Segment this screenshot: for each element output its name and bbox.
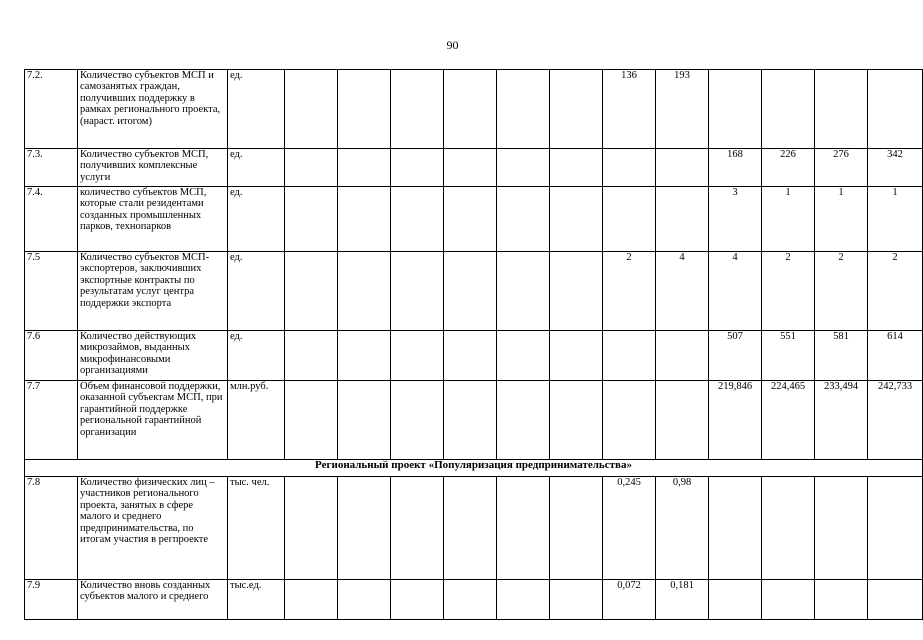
value-cell — [497, 477, 550, 580]
row-number: 7.8 — [25, 477, 78, 580]
value-cell — [338, 252, 391, 331]
row-number: 7.3. — [25, 149, 78, 187]
value-cell — [868, 70, 923, 149]
value-cell — [285, 149, 338, 187]
row-number: 7.7 — [25, 381, 78, 460]
table-row — [25, 187, 923, 252]
value-cell: 2 — [762, 252, 815, 331]
value-cell — [285, 187, 338, 252]
value-cell — [762, 580, 815, 620]
value-cell — [444, 70, 497, 149]
unit-cell: ед. — [228, 187, 285, 252]
unit-cell: тыс. чел. — [228, 477, 285, 580]
value-cell — [550, 70, 603, 149]
value-cell — [656, 187, 709, 252]
table-row — [25, 381, 923, 460]
value-cell — [285, 331, 338, 381]
value-cell — [550, 331, 603, 381]
table-row — [25, 70, 923, 149]
table-body — [25, 70, 923, 620]
value-cell: 233,494 — [815, 381, 868, 460]
value-cell — [709, 580, 762, 620]
value-cell: 168 — [709, 149, 762, 187]
indicator-name: Количество действующих микрозаймов, выданных микрофинансовыми организациями — [78, 331, 228, 381]
indicator-name: Объем финансовой поддержки, оказанной субъектам МСП, при гарантийной поддержке региональной гарантийной организации — [78, 381, 228, 460]
value-cell — [338, 149, 391, 187]
value-cell — [656, 331, 709, 381]
value-cell: 0,181 — [656, 580, 709, 620]
value-cell — [603, 149, 656, 187]
indicator-name: Количество субъектов МСП и самозанятых граждан, получивших поддержку в рамках регионального проекта, (нараст. итогом) — [78, 70, 228, 149]
value-cell: 581 — [815, 331, 868, 381]
value-cell — [391, 252, 444, 331]
value-cell — [285, 580, 338, 620]
indicator-name: Количество субъектов МСП, получивших комплексные услуги — [78, 149, 228, 187]
value-cell — [444, 477, 497, 580]
value-cell: 136 — [603, 70, 656, 149]
value-cell — [444, 331, 497, 381]
value-cell — [444, 580, 497, 620]
value-cell: 224,465 — [762, 381, 815, 460]
value-cell — [391, 477, 444, 580]
value-cell — [497, 381, 550, 460]
value-cell — [656, 381, 709, 460]
value-cell — [391, 580, 444, 620]
table-row — [25, 149, 923, 187]
indicators-table — [24, 69, 923, 620]
value-cell — [497, 149, 550, 187]
indicator-name: количество субъектов МСП, которые стали резидентами созданных промышленных парков, технопарков — [78, 187, 228, 252]
value-cell — [550, 477, 603, 580]
value-cell — [497, 331, 550, 381]
indicator-name: Количество физических лиц – участников регионального проекта, занятых в сфере малого и среднего предпринимательства, по итогам участия в регпроекте — [78, 477, 228, 580]
value-cell — [550, 149, 603, 187]
row-number: 7.5 — [25, 252, 78, 331]
value-cell: 2 — [815, 252, 868, 331]
table-row — [25, 580, 923, 620]
unit-cell: ед. — [228, 252, 285, 331]
value-cell — [762, 477, 815, 580]
unit-cell: млн.руб. — [228, 381, 285, 460]
value-cell: 2 — [603, 252, 656, 331]
value-cell — [868, 580, 923, 620]
value-cell: 226 — [762, 149, 815, 187]
page-number: 90 — [446, 38, 459, 52]
value-cell — [709, 70, 762, 149]
unit-cell: ед. — [228, 70, 285, 149]
value-cell — [285, 252, 338, 331]
value-cell — [550, 187, 603, 252]
value-cell — [338, 580, 391, 620]
value-cell: 276 — [815, 149, 868, 187]
table-row — [25, 331, 923, 381]
section-title: Региональный проект «Популяризация предпринимательства» — [25, 460, 923, 477]
value-cell — [391, 187, 444, 252]
value-cell — [762, 70, 815, 149]
value-cell — [815, 70, 868, 149]
value-cell — [550, 580, 603, 620]
value-cell — [444, 252, 497, 331]
value-cell: 3 — [709, 187, 762, 252]
value-cell — [444, 381, 497, 460]
indicator-name: Количество субъектов МСП-экспортеров, заключивших экспортные контракты по результатам услуг центра поддержки экспорта — [78, 252, 228, 331]
value-cell: 193 — [656, 70, 709, 149]
value-cell — [444, 149, 497, 187]
row-number: 7.2. — [25, 70, 78, 149]
value-cell — [338, 477, 391, 580]
value-cell — [285, 381, 338, 460]
unit-cell: ед. — [228, 331, 285, 381]
value-cell: 1 — [815, 187, 868, 252]
value-cell: 242,733 — [868, 381, 923, 460]
row-number: 7.6 — [25, 331, 78, 381]
value-cell: 2 — [868, 252, 923, 331]
value-cell — [338, 381, 391, 460]
value-cell — [603, 187, 656, 252]
value-cell — [391, 381, 444, 460]
unit-cell: тыс.ед. — [228, 580, 285, 620]
value-cell: 0,245 — [603, 477, 656, 580]
value-cell: 4 — [709, 252, 762, 331]
value-cell — [497, 70, 550, 149]
value-cell: 0,98 — [656, 477, 709, 580]
value-cell — [444, 187, 497, 252]
row-number: 7.9 — [25, 580, 78, 620]
value-cell — [656, 149, 709, 187]
value-cell — [338, 70, 391, 149]
value-cell — [391, 149, 444, 187]
value-cell: 1 — [868, 187, 923, 252]
value-cell: 614 — [868, 331, 923, 381]
value-cell — [709, 477, 762, 580]
section-row — [25, 460, 923, 477]
value-cell: 4 — [656, 252, 709, 331]
value-cell — [603, 381, 656, 460]
value-cell — [815, 477, 868, 580]
value-cell — [391, 331, 444, 381]
value-cell — [338, 331, 391, 381]
value-cell — [815, 580, 868, 620]
value-cell: 219,846 — [709, 381, 762, 460]
value-cell — [550, 381, 603, 460]
value-cell — [391, 70, 444, 149]
indicator-name: Количество вновь созданных субъектов малого и среднего — [78, 580, 228, 620]
value-cell: 507 — [709, 331, 762, 381]
value-cell — [550, 252, 603, 331]
value-cell — [285, 70, 338, 149]
value-cell: 342 — [868, 149, 923, 187]
value-cell — [338, 187, 391, 252]
value-cell: 1 — [762, 187, 815, 252]
table-row — [25, 477, 923, 580]
value-cell: 551 — [762, 331, 815, 381]
value-cell — [497, 252, 550, 331]
value-cell — [285, 477, 338, 580]
table-row — [25, 252, 923, 331]
value-cell — [603, 331, 656, 381]
value-cell — [868, 477, 923, 580]
row-number: 7.4. — [25, 187, 78, 252]
unit-cell: ед. — [228, 149, 285, 187]
value-cell: 0,072 — [603, 580, 656, 620]
value-cell — [497, 187, 550, 252]
value-cell — [497, 580, 550, 620]
